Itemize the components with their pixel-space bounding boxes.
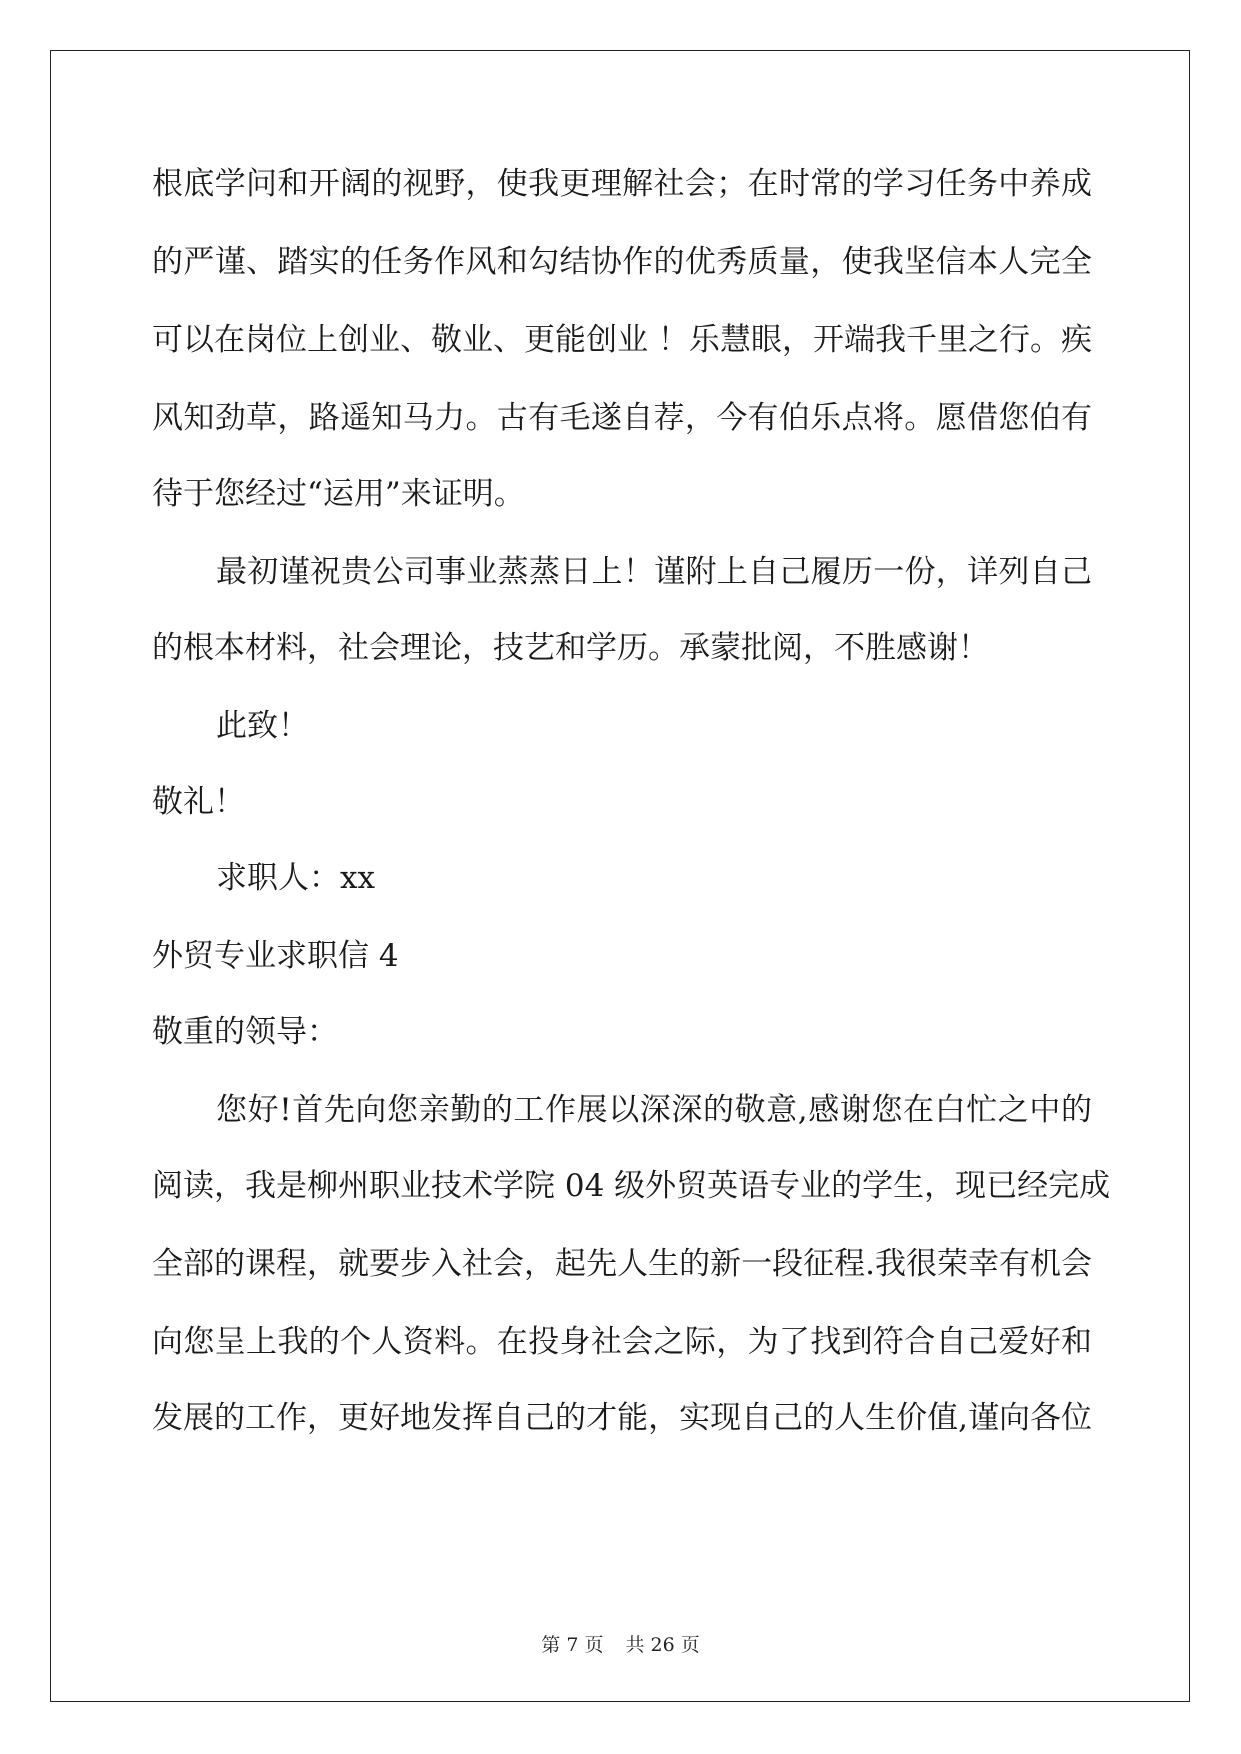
text-line: 最初谨祝贵公司事业蒸蒸日上！谨附上自己履历一份，详列自己	[216, 554, 1092, 590]
text-line: 发展的工作，更好地发挥自己的才能，实现自己的人生价值,谨向各位	[152, 1400, 1092, 1436]
text-line: 全部的课程，就要步入社会，起先人生的新一段征程.我很荣幸有机会	[152, 1246, 1092, 1282]
text-line: 此致！	[216, 708, 309, 744]
text-line: 可以在岗位上创业、敬业、更能创业 ！乐慧眼，开端我千里之行。疾	[152, 322, 1092, 358]
text-line: 求职人：xx	[216, 860, 375, 896]
text-line: 根底学问和开阔的视野，使我更理解社会；在时常的学习任务中养成	[152, 166, 1092, 202]
text-line: 敬礼！	[152, 784, 245, 820]
text-line: 外贸专业求职信 4	[152, 938, 399, 974]
page-number: 第 7 页	[541, 1634, 604, 1656]
text-line: 您好!首先向您亲勤的工作展以深深的敬意,感谢您在白忙之中的	[216, 1092, 1092, 1128]
page-footer	[0, 1633, 1241, 1657]
text-line: 的严谨、踏实的任务作风和勾结协作的优秀质量，使我坚信本人完全	[152, 244, 1092, 280]
text-line: 阅读，我是柳州职业技术学院 04 级外贸英语专业的学生，现已经完成	[152, 1168, 1111, 1204]
text-line: 敬重的领导：	[152, 1014, 338, 1050]
text-line: 向您呈上我的个人资料。在投身社会之际，为了找到符合自己爱好和	[152, 1324, 1092, 1360]
page-total: 共 26 页	[625, 1634, 700, 1656]
text-line: 的根本材料，社会理论，技艺和学历。承蒙批阅，不胜感谢！	[152, 630, 989, 666]
text-line: 待于您经过“运用”来证明。	[152, 476, 525, 512]
text-line: 风知劲草，路遥知马力。古有毛遂自荐，今有伯乐点将。愿借您伯有	[152, 400, 1092, 436]
